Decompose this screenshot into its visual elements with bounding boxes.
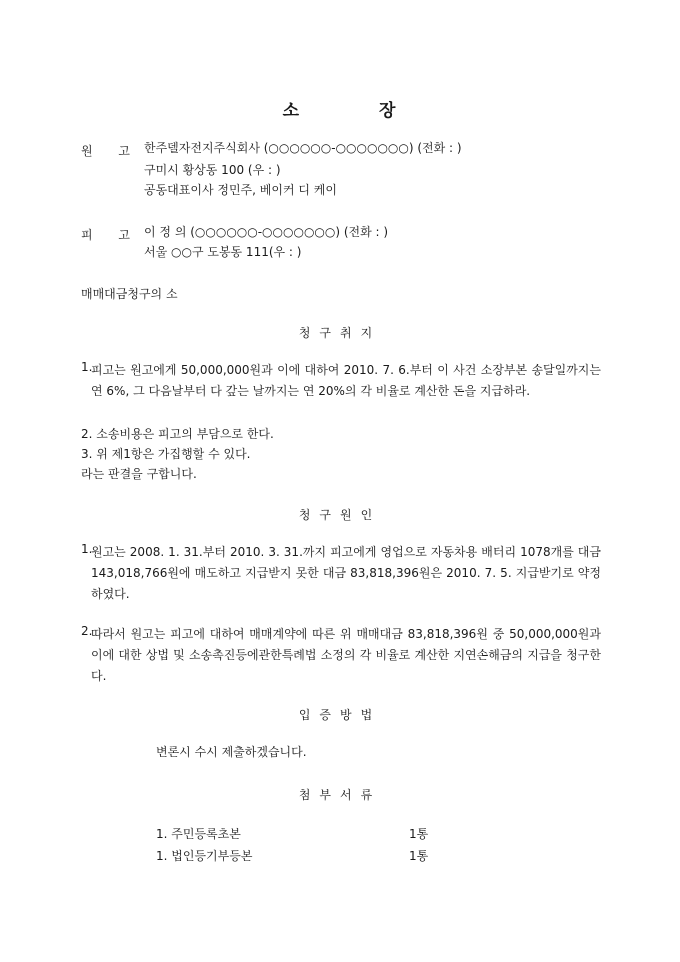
claim-purpose-item-3: 3. 위 제1항은 가집행할 수 있다. (81, 447, 251, 461)
item-text: 따라서 원고는 피고에 대하여 매매계약에 따른 위 매매대금 83,818,396원 중 50,000,000원과 이에 대한 상법 및 소송촉진등에관한특례법 소정의 각 비율로 계산한 지연손해금의 지급을 청구한다. (91, 627, 601, 683)
item-number: 1. (81, 360, 93, 374)
case-name: 매매대금청구의 소 (81, 287, 178, 301)
claim-purpose-closing: 라는 판결을 구합니다. (81, 467, 197, 481)
claim-cause-item-2 (81, 624, 601, 688)
title-char-jang: 장 (379, 101, 398, 121)
item-number: 1. (81, 542, 93, 556)
document-title (0, 96, 680, 121)
attachment-name: 1. 주민등록초본 (156, 827, 241, 841)
defendant-name-line: 이 정 의 (○○○○○○-○○○○○○○) (전화 : ) (144, 225, 389, 239)
plaintiff-name-line: 한주델자전지주식회사 (○○○○○○-○○○○○○○) (전화 : ) (144, 141, 462, 155)
item-text: 원고는 2008. 1. 31.부터 2010. 3. 31.까지 피고에게 영업으로 자동차용 배터리 1078개를 대금 143,018,766원에 매도하고 지급받지 못한 대금 83,818,396원은 2010. 7. 5. 지급받기로 약정하였다. (91, 545, 601, 601)
claim-purpose-heading: 청구취지 (298, 326, 382, 340)
evidence-heading: 입증방법 (298, 708, 382, 722)
attachment-name: 1. 법인등기부등본 (156, 849, 253, 863)
claim-purpose-item-2: 2. 소송비용은 피고의 부담으로 한다. (81, 427, 274, 441)
claim-cause-item-1 (81, 542, 601, 606)
item-number: 2. (81, 624, 93, 638)
defendant-label: 피 고 (81, 228, 141, 242)
item-text: 피고는 원고에게 50,000,000원과 이에 대하여 2010. 7. 6.부터 이 사건 소장부본 송달일까지는 연 6%, 그 다음날부터 다 갚는 날까지는 연 20%의 각 비율로 계산한 돈을 지급하라. (91, 363, 601, 398)
plaintiff-representative: 공동대표이사 정민주, 베이커 디 케이 (144, 183, 337, 197)
attachment-qty: 1통 (409, 849, 429, 863)
claim-purpose-item-1 (81, 360, 601, 424)
attachments-heading: 첨부서류 (298, 788, 382, 802)
plaintiff-address: 구미시 황상동 100 (우 : ) (144, 163, 281, 177)
evidence-text: 변론시 수시 제출하겠습니다. (156, 745, 307, 759)
defendant-address: 서울 ○○구 도봉동 111(우 : ) (144, 245, 302, 259)
attachment-qty: 1통 (409, 827, 429, 841)
title-char-so: 소 (282, 101, 301, 121)
claim-cause-heading: 청구원인 (298, 508, 382, 522)
plaintiff-label: 원 고 (81, 144, 141, 158)
